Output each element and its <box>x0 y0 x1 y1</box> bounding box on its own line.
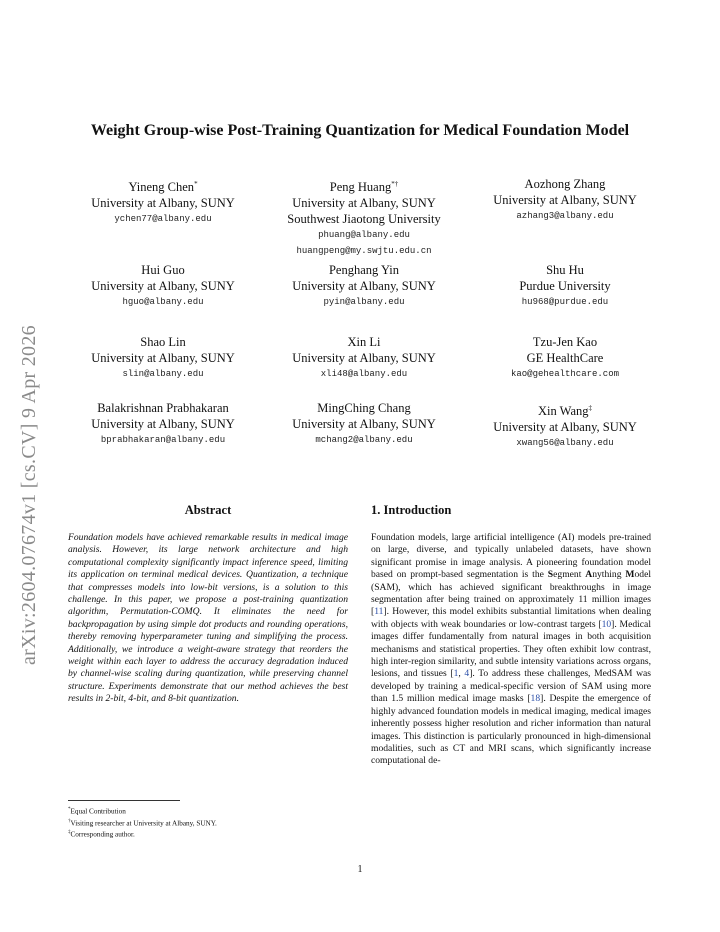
author-email-secondary[interactable]: huangpeng@my.swjtu.edu.cn <box>296 246 432 257</box>
author-affiliation: University at Albany, SUNY <box>91 417 235 431</box>
citation-link[interactable]: 4 <box>464 668 470 680</box>
author-entry <box>470 176 660 259</box>
author-affiliation: University at Albany, SUNY <box>493 193 637 207</box>
author-affiliation: University at Albany, SUNY <box>493 420 637 435</box>
author-entry <box>269 262 459 310</box>
author-email[interactable]: xwang56@albany.edu <box>516 438 614 449</box>
author-row <box>68 334 660 382</box>
author-email[interactable]: azhang3@albany.edu <box>516 211 614 221</box>
author-name: Shu Hu <box>546 263 584 277</box>
author-email[interactable]: hu968@purdue.edu <box>521 297 609 307</box>
author-affiliation: University at Albany, SUNY <box>292 417 436 431</box>
author-entry <box>68 400 258 451</box>
paper-title: Weight Group-wise Post-Training Quantization for Medical Foundation Model <box>90 122 630 139</box>
author-name: Aozhong Zhang <box>524 177 606 191</box>
abstract-body: Foundation models have achieved remarkable results in medical image analysis. However, its large network architecture and high computational complexity significantly impact inference speed, limiting its application on terminal medical devices. Quantization, a technique that compresses models into low-bit versions, is a solution to this challenge. In this paper, we propose a post-training quantization algorithm, Permutation-COMQ. It eliminates the need for backpropagation by using simple dot products and rounding operations, thereby removing hyperparameter tuning and simplifying the process. Additionally, we introduce a weight-aware strategy that reorders the weight within each layer to address the accuracy degradation induced by channel-wise scaling during quantization, while preserving channel structure. Experiments demonstrate that our method achieves the best results in 2-bit, 4-bit, and 8-bit quantization. <box>68 532 348 705</box>
author-affiliation: Purdue University <box>519 279 611 293</box>
author-entry <box>470 262 660 310</box>
author-entry <box>68 262 258 310</box>
author-entry <box>470 400 660 451</box>
author-row <box>68 262 660 310</box>
author-mark: * <box>194 180 198 188</box>
author-entry <box>470 334 660 382</box>
abstract-column <box>68 503 348 706</box>
author-name: Balakrishnan Prabhakaran <box>97 401 229 415</box>
footnote: †Visiting researcher at University at Albany, SUNY. <box>68 818 217 827</box>
author-email[interactable]: hguo@albany.edu <box>122 297 204 307</box>
author-email[interactable]: kao@gehealthcare.com <box>510 369 620 379</box>
footnote: ‡Corresponding author. <box>68 830 135 839</box>
introduction-column <box>371 503 651 768</box>
author-affiliation: University at Albany, SUNY <box>91 279 235 293</box>
author-name: Penghang Yin <box>328 263 400 277</box>
abstract-heading: Abstract <box>184 503 232 517</box>
author-name: Xin Wang <box>538 404 589 419</box>
author-email[interactable]: slin@albany.edu <box>122 369 204 379</box>
author-name: Peng Huang <box>329 180 392 195</box>
author-name: Shao Lin <box>140 335 186 349</box>
author-affiliation: University at Albany, SUNY <box>91 351 235 365</box>
author-name: MingChing Chang <box>317 401 411 415</box>
footnote-rule <box>68 800 180 801</box>
author-entry <box>269 176 459 259</box>
author-email[interactable]: mchang2@albany.edu <box>315 435 413 445</box>
author-name: Xin Li <box>347 335 381 349</box>
citation-link[interactable]: 11 <box>374 606 384 618</box>
author-name: Hui Guo <box>141 263 185 277</box>
introduction-body: Foundation models, large artificial intelligence (AI) models pre-trained on large, diverse, and typically unlabeled datasets, have shown significant promise in image analysis. A pioneering foundation model based on prompt-based segmentation is the Segment Anything Model (SAM), which has achieved significant breakthroughs in image segmentation after being trained on approximately 11 million images [11]. However, this model exhibits substantial limitations when dealing with objects with weak boundaries or low-contrast targets [10]. Medical images differ fundamentally from natural images in both acquisition mechanisms and statistical properties. They often exhibit low contrast, high inter-region similarity, and subtle intensity variations across organs, lesions, and tissues [1, 4]. To address these challenges, MedSAM was developed by training a medical-specific version of SAM using more than 1.5 million medical image masks [18]. Despite the emergence of highly advanced foundation models in medical imaging, medical images inherently possess higher resolution and richer information than natural images. This distinction is particularly pronounced in high-dimensional modalities, such as CT and MRI scans, which significantly increase computational de- <box>371 532 652 767</box>
citation-link[interactable]: 1 <box>453 668 459 680</box>
author-mark: ‡ <box>588 404 592 412</box>
author-email[interactable]: bprabhakaran@albany.edu <box>100 435 226 445</box>
page-number: 1 <box>357 864 363 875</box>
footnote: *Equal Contribution <box>68 807 126 816</box>
author-row <box>68 400 660 451</box>
footnotes <box>68 800 348 840</box>
author-email[interactable]: ychen77@albany.edu <box>114 214 212 225</box>
author-entry <box>269 334 459 382</box>
author-affiliation: University at Albany, SUNY <box>91 196 235 211</box>
citation-link[interactable]: 18 <box>530 693 541 705</box>
author-affiliation: University at Albany, SUNY <box>292 196 436 211</box>
author-affiliation: University at Albany, SUNY <box>292 279 436 293</box>
author-entry <box>68 176 258 259</box>
citation-link[interactable]: 10 <box>601 618 612 630</box>
author-email[interactable]: phuang@albany.edu <box>318 230 410 241</box>
author-email[interactable]: xli48@albany.edu <box>320 369 408 379</box>
author-entry <box>269 400 459 451</box>
author-name: Yineng Chen <box>128 180 195 195</box>
author-affiliation: GE HealthCare <box>526 351 604 365</box>
author-email[interactable]: pyin@albany.edu <box>323 297 405 307</box>
author-affiliation: University at Albany, SUNY <box>292 351 436 365</box>
author-row <box>68 176 660 259</box>
author-entry <box>68 334 258 382</box>
author-name: Tzu-Jen Kao <box>532 335 598 349</box>
introduction-heading: 1. Introduction <box>371 503 452 517</box>
author-affiliation-secondary: Southwest Jiaotong University <box>287 212 441 227</box>
author-mark: *† <box>391 180 399 188</box>
arxiv-identifier: arXiv:2604.07674v1 [cs.CV] 9 Apr 2026 <box>18 325 40 665</box>
